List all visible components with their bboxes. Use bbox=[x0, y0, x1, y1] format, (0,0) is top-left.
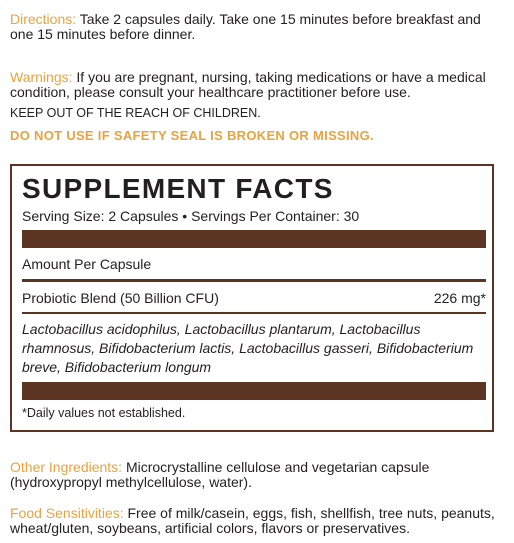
supplement-facts-panel bbox=[10, 164, 494, 432]
strain-list: Lactobacillus acidophilus, Lactobacillus plantarum, Lactobacillus rhamnosus, Bifidobacterium lactis, Lactobacillus gasseri, Bifidobacterium breve, Bifidobacterium longum bbox=[22, 321, 474, 375]
safety-seal-notice: DO NOT USE IF SAFETY SEAL IS BROKEN OR MISSING. bbox=[10, 128, 374, 143]
daily-values-footnote: *Daily values not established. bbox=[22, 406, 186, 420]
directions-paragraph bbox=[10, 12, 506, 42]
keep-out-notice: KEEP OUT OF THE REACH OF CHILDREN. bbox=[10, 106, 261, 120]
divider-medium bbox=[22, 279, 486, 282]
warnings-label: Warnings: bbox=[10, 69, 73, 85]
other-ingredients-label: Other Ingredients: bbox=[10, 459, 123, 475]
supplement-facts-title: SUPPLEMENT FACTS bbox=[22, 173, 334, 204]
warnings-text: If you are pregnant, nursing, taking medications or have a medical condition, please consult your healthcare practitioner before use. bbox=[10, 69, 486, 100]
divider-thick-bottom bbox=[22, 382, 486, 400]
divider-thin bbox=[22, 312, 486, 314]
blend-amount: 226 mg* bbox=[433, 290, 486, 306]
other-ingredients-text: Microcrystalline cellulose and vegetarian capsule (hydroxypropyl methylcellulose, water). bbox=[10, 459, 430, 490]
directions-text: Take 2 capsules daily. Take one 15 minutes before breakfast and one 15 minutes before dinner. bbox=[10, 11, 481, 42]
warnings-paragraph bbox=[10, 70, 506, 100]
blend-name: Probiotic Blend (50 Billion CFU) bbox=[22, 290, 219, 306]
serving-info: Serving Size: 2 Capsules • Servings Per Container: 30 bbox=[22, 208, 360, 224]
other-ingredients-paragraph bbox=[10, 460, 506, 490]
food-sensitivities-label: Food Sensitivities: bbox=[10, 505, 124, 521]
amount-per-capsule-header: Amount Per Capsule bbox=[22, 256, 152, 272]
divider-thick-top bbox=[22, 230, 486, 248]
food-sensitivities-paragraph bbox=[10, 506, 506, 536]
directions-label: Directions: bbox=[10, 11, 77, 27]
food-sensitivities-text: Free of milk/casein, eggs, fish, shellfish, tree nuts, peanuts, wheat/gluten, soybeans, artificial colors, flavors or preservatives. bbox=[10, 505, 495, 536]
